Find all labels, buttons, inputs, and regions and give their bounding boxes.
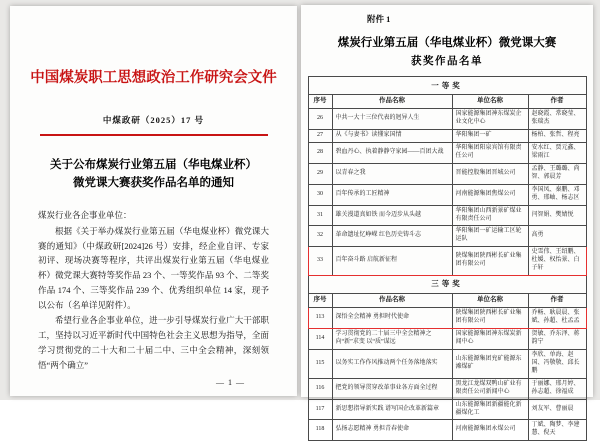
cell-index: 28 xyxy=(308,143,332,164)
cell-authors: 安水红、贾元鑫、梁雨江 xyxy=(528,143,586,164)
column-header: 作品名称 xyxy=(332,94,452,109)
cell-unit-name: 河南能源集团焦煤公司 xyxy=(452,184,528,205)
notice-page xyxy=(10,6,297,396)
cell-authors: 杨柏、张哲、程亮 xyxy=(528,130,586,143)
cell-index: 27 xyxy=(308,130,332,143)
cell-index: 33 xyxy=(308,247,332,276)
table-row xyxy=(308,399,586,420)
awards-table xyxy=(308,76,587,441)
cell-unit-name: 山东能源集团兖矿能源东滩煤矿 xyxy=(452,350,528,379)
cell-authors: 丁斌、陶梦、李建慧、倪天 xyxy=(528,420,586,441)
column-header: 单位名称 xyxy=(452,293,528,308)
cell-index: 114 xyxy=(308,329,332,350)
page-number: — 1 — xyxy=(216,378,245,387)
cell-unit-name: 华阳集团阳泉宾馆有限责任公司 xyxy=(452,143,528,164)
cell-authors: 孟静、王璐璐、尚智、郭晨芳 xyxy=(528,164,586,185)
cell-work-title: 新思想指导新实践 谱写国企改革新篇章 xyxy=(332,399,452,420)
cell-index: 116 xyxy=(308,378,332,399)
notice-body xyxy=(38,208,269,373)
cell-index: 117 xyxy=(308,399,332,420)
column-header: 作品名称 xyxy=(332,293,452,308)
cell-work-title: 把党的领导贯穿改革事业各方面全过程 xyxy=(332,378,452,399)
cell-index: 29 xyxy=(308,164,332,185)
column-header: 作者 xyxy=(528,293,586,308)
column-header: 作者 xyxy=(528,94,586,109)
cell-work-title: 碧血丹心、执着静静守家园——百团大战 xyxy=(332,143,452,164)
table-row xyxy=(308,350,586,379)
cell-index: 31 xyxy=(308,205,332,226)
column-header-row xyxy=(308,293,586,308)
table-row xyxy=(308,226,586,247)
section-header-row xyxy=(308,77,586,95)
table-row-highlighted xyxy=(308,247,586,276)
cell-authors: 乔畅、耿晨晨、张斌、孙超、杜孟孟 xyxy=(528,308,586,329)
awards-title-line2: 获奖作品名单 xyxy=(411,56,483,67)
cell-work-title: 学习贯彻党的二十届三中全会精神之 向“新”求变 以“质”谋远 xyxy=(332,329,452,350)
cell-work-title: 雄关漫道真如铁 而今迈步从头越 xyxy=(332,205,452,226)
awards-title-line1: 煤炭行业第五届（华电煤业杯）微党课大赛 xyxy=(337,37,557,49)
cell-unit-name: 陕煤集团陕西彬长矿业集团有限公司 xyxy=(452,308,528,329)
cell-index: 113 xyxy=(308,308,332,329)
cell-unit-name: 晋能控股集团晋城公司 xyxy=(452,164,528,185)
cell-unit-name: 黑龙江龙煤双鸭山矿业有限责任公司新闻中心 xyxy=(452,378,528,399)
cell-authors: 李国凤、秦鹏、邓勇、邢岫、杨志区 xyxy=(528,184,586,205)
table-row xyxy=(308,378,586,399)
letterhead-rule xyxy=(40,134,268,136)
cell-unit-name: 华阳集团山西新景矿煤业有限责任公司 xyxy=(452,205,528,226)
cell-unit-name: 国家能源集团神东煤炭企业文化中心 xyxy=(452,109,528,130)
cell-work-title: 百年传承的工匠精神 xyxy=(332,184,452,205)
table-row-highlighted xyxy=(308,308,586,329)
awards-table-body xyxy=(308,77,586,441)
section-title: 一等奖 xyxy=(308,77,586,95)
section-header-row xyxy=(308,275,586,293)
cell-unit-name: 华阳集团一矿运输工区轮运队 xyxy=(452,226,528,247)
cell-authors: 贺敏、乔东泽、蒋韵宁 xyxy=(528,329,586,350)
cell-authors: 于丽娜、邢月婷、孙志超、徐福成 xyxy=(528,378,586,399)
cell-authors: 高勇 xyxy=(528,226,586,247)
document-number: 中煤政研（2025）17 号 xyxy=(102,115,205,125)
paragraph-1: 根据《关于举办煤炭行业第五届（华电煤业杯）微党课大赛的通知》（中煤政研[2024]26 号）安排，经企业自评、专家初评、现场决赛等程序，共评出煤炭行业第五届（华电煤业杯）微党课大赛特等奖作品 23 个、一等奖作品 93 个、二等奖作品 174 个、三等奖作品 239 个、优秀组织单位 14 家，现予以公布（名单详见附件）。 xyxy=(38,225,269,311)
cell-unit-name: 山东能源集团新疆能化新疆煤化工 xyxy=(452,399,528,420)
section-title: 三等奖 xyxy=(308,275,586,293)
cell-index: 118 xyxy=(308,420,332,441)
table-row xyxy=(308,164,586,185)
table-row xyxy=(308,205,586,226)
notice-title-line1: 关于公布煤炭行业第五届（华电煤业杯） xyxy=(50,159,257,171)
table-row xyxy=(308,184,586,205)
column-header-row xyxy=(308,94,586,109)
cell-index: 30 xyxy=(308,184,332,205)
cell-work-title: 中共一大十三位代表的迥异人生 xyxy=(332,109,452,130)
attachment-page xyxy=(301,5,593,437)
cell-work-title: 百年奋斗路 启航新征程 xyxy=(332,247,452,276)
cell-index: 26 xyxy=(308,109,332,130)
cell-unit-name: 陕煤集团陕西彬长矿业集团有限公司 xyxy=(452,247,528,276)
paragraph-2: 希望行业各企事业单位，进一步引导煤炭行业广大干部职工，坚持以习近平新时代中国特色社会主义思想为指导，全面学习贯彻党的二十大和二十届二中、三中全会精神，深刻领悟“两个确立” xyxy=(38,314,269,370)
cell-work-title: 深悟全会精神 勇担时代使命 xyxy=(332,308,452,329)
table-row xyxy=(308,420,586,441)
cell-work-title: 弘扬志愿精神 勇担青春使命 xyxy=(332,420,452,441)
column-header: 序号 xyxy=(308,94,332,109)
cell-authors: 李欣、单海、赵国、冯敬敬、邱长鹏 xyxy=(528,350,586,379)
cell-unit-name: 河南能源集团永煤公司 xyxy=(452,420,528,441)
cell-authors: 赵晓霞、常晓莹、张瑞杰 xyxy=(528,109,586,130)
letterhead-title: 中国煤炭职工思想政治工作研究会文件 xyxy=(30,70,277,86)
cell-work-title: 从《与妻书》读懂家国情 xyxy=(332,130,452,143)
column-header: 单位名称 xyxy=(452,94,528,109)
notice-title-line2: 微党课大赛获奖作品名单的通知 xyxy=(73,177,234,190)
cell-authors: 刘友军、曹丽晨 xyxy=(528,399,586,420)
salutation: 煤炭行业各企事业单位： xyxy=(38,209,132,220)
table-row xyxy=(308,130,586,143)
table-row xyxy=(308,143,586,164)
cell-unit-name: 华阳集团一矿 xyxy=(452,130,528,143)
cell-index: 115 xyxy=(308,350,332,379)
cell-work-title: 以青春之我 xyxy=(332,164,452,185)
cell-authors: 闫智娟、樊婧悦 xyxy=(528,205,586,226)
notice-title xyxy=(10,156,297,193)
column-header: 序号 xyxy=(308,293,332,308)
cell-unit-name: 国家能源集团神东煤炭新闻中心 xyxy=(452,329,528,350)
cell-index: 32 xyxy=(308,226,332,247)
cell-work-title: 以务实工作作风推动两个任务落地落实 xyxy=(332,350,452,379)
cell-authors: 史雪伟、王绍鹏、杜媛、权怡景、白子轩 xyxy=(528,247,586,276)
table-row xyxy=(308,109,586,130)
table-row xyxy=(308,329,586,350)
attachment-label: 附件 1 xyxy=(367,14,391,24)
cell-work-title: 革命遗址忆峥嵘 红色历史铸斗志 xyxy=(332,226,452,247)
